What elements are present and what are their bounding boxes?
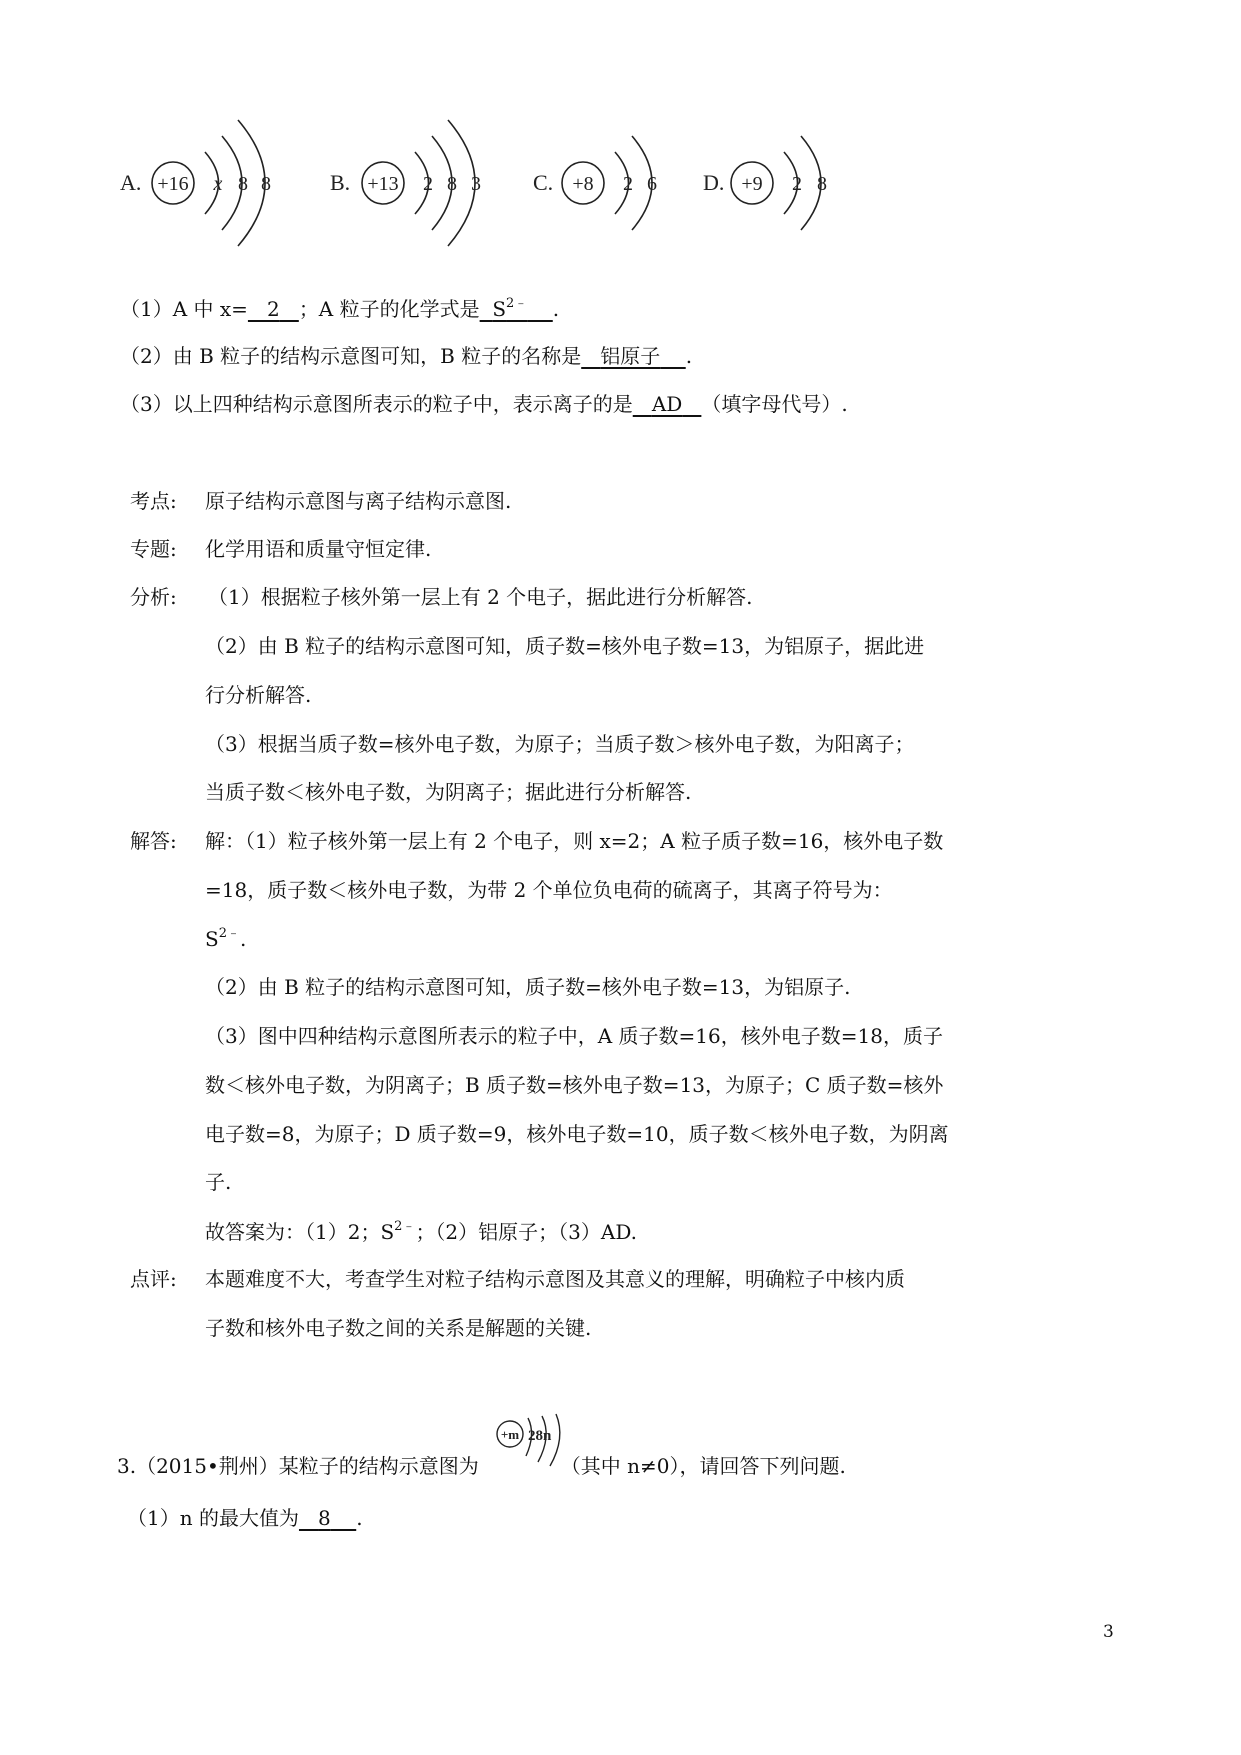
diagram-b-shell-1: 2 xyxy=(423,173,433,195)
particle-structure-icon xyxy=(490,1410,580,1482)
answer-ions: AD xyxy=(651,392,683,416)
kaodian-text: 原子结构示意图与离子结构示意图. xyxy=(205,489,512,513)
jieda-line-5: （3）图中四种结构示意图所表示的粒子中，A 质子数=16，核外电子数=18，质子 xyxy=(205,1024,943,1048)
diagram-a-label: A. xyxy=(120,170,142,195)
jieda-line-3: $S^{2﹣}$. xyxy=(205,926,247,951)
diagram-d-label: D. xyxy=(703,170,725,195)
answer-formula: $S^{2﹣}$ xyxy=(492,296,528,321)
dianping-line-1: 本题难度不大，考查学生对粒子结构示意图及其意义的理解，明确粒子中核内质 xyxy=(205,1267,905,1291)
question-3-sub-1: （1）n 的最大值为 8 . xyxy=(127,1506,363,1530)
jieda-line-4: （2）由 B 粒子的结构示意图可知，质子数=核外电子数=13，为铝原子. xyxy=(205,975,851,999)
diagram-b-shell-3: 3 xyxy=(471,173,481,195)
jieda-label: 解答: xyxy=(130,829,177,853)
icon-nucleus: +m xyxy=(500,1427,520,1442)
diagram-c-shell-2: 6 xyxy=(647,173,657,195)
dianping-label: 点评: xyxy=(130,1267,177,1291)
jieda-line-7: 电子数=8，为原子；D 质子数=9，核外电子数=10，质子数＜核外电子数，为阴离 xyxy=(205,1122,949,1146)
answer-n-max: 8 xyxy=(318,1506,331,1530)
fenxi-label: 分析: xyxy=(130,585,177,609)
diagram-d-shell-2: 8 xyxy=(817,173,827,195)
diagram-b xyxy=(330,120,481,246)
answer-name: 铝原子 xyxy=(600,344,661,368)
diagram-d xyxy=(703,136,827,230)
question-1: （1）A 中 x= 2 ；A 粒子的化学式是 $S^{2﹣}$ . xyxy=(120,296,560,321)
atom-diagrams xyxy=(0,100,1241,260)
diagram-a-shell-3: 8 xyxy=(261,173,271,195)
fenxi-line-5: 当质子数＜核外电子数，为阴离子；据此进行分析解答. xyxy=(205,780,692,804)
diagram-d-shell-1: 2 xyxy=(792,173,802,195)
diagram-a-shell-2: 8 xyxy=(238,173,248,195)
jieda-line-2: =18，质子数＜核外电子数，为带 2 个单位负电荷的硫离子，其离子符号为： xyxy=(205,878,893,902)
diagram-b-nucleus: +13 xyxy=(367,173,399,195)
jieda-line-1: 解：（1）粒子核外第一层上有 2 个电子，则 x=2；A 粒子质子数=16，核外电子数 xyxy=(205,829,944,853)
answer-x: 2 xyxy=(267,297,280,321)
fenxi-line-1: （1）根据粒子核外第一层上有 2 个电子，据此进行分析解答. xyxy=(208,585,753,609)
zhuanti-text: 化学用语和质量守恒定律. xyxy=(205,537,432,561)
fenxi-line-4: （3）根据当质子数=核外电子数，为原子；当质子数＞核外电子数，为阳离子； xyxy=(205,732,915,756)
diagram-b-label: B. xyxy=(330,170,351,195)
diagram-c-nucleus: +8 xyxy=(572,173,594,195)
fenxi-line-3: 行分析解答. xyxy=(205,683,312,707)
final-answer: 故答案为：（1）2；$S^{2﹣}$；（2）铝原子；（3）AD. xyxy=(205,1219,638,1244)
diagram-c-label: C. xyxy=(533,170,554,195)
jieda-line-8: 子. xyxy=(205,1170,232,1194)
fenxi-line-2: （2）由 B 粒子的结构示意图可知，质子数=核外电子数=13，为铝原子，据此进 xyxy=(205,634,925,658)
question-3-intro: 3.（2015•荆州）某粒子的结构示意图为 （其中 n≠0），请回答下列问题. xyxy=(117,1454,846,1478)
icon-shells: 28n xyxy=(528,1428,552,1444)
question-2: （2）由 B 粒子的结构示意图可知，B 粒子的名称是 铝原子 . xyxy=(120,344,693,368)
diagram-b-shell-2: 8 xyxy=(447,173,457,195)
question-3: （3）以上四种结构示意图所表示的粒子中，表示离子的是 AD （填字母代号）. xyxy=(120,392,848,416)
diagram-c xyxy=(533,136,657,230)
diagram-c-shell-1: 2 xyxy=(623,173,633,195)
diagram-a-shell-1: x xyxy=(213,173,223,195)
diagram-a xyxy=(120,120,271,246)
dianping-line-2: 子数和核外电子数之间的关系是解题的关键. xyxy=(205,1316,592,1340)
page-number: 3 xyxy=(1103,1622,1114,1642)
zhuanti-label: 专题: xyxy=(130,537,177,561)
diagram-d-nucleus: +9 xyxy=(741,173,763,195)
kaodian-label: 考点: xyxy=(130,489,177,513)
jieda-line-6: 数＜核外电子数，为阴离子；B 质子数=核外电子数=13，为原子；C 质子数=核外 xyxy=(205,1073,944,1097)
diagram-a-nucleus: +16 xyxy=(157,173,189,195)
